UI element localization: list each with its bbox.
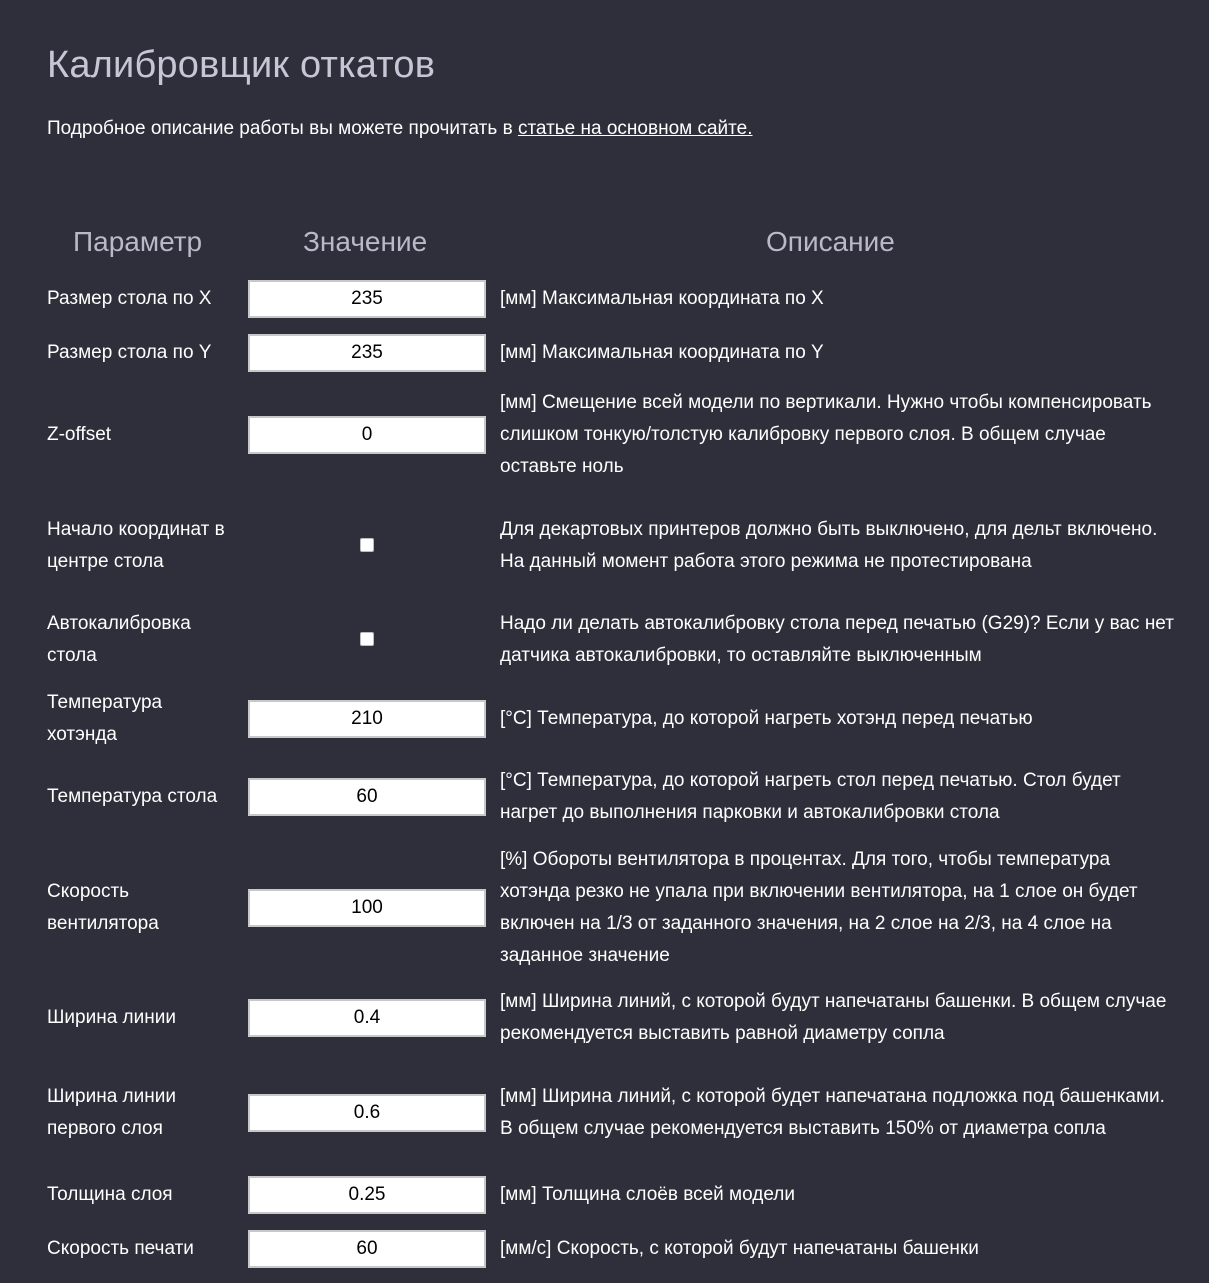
first-layer-width-input[interactable] [248, 1094, 486, 1132]
param-label-z-offset: Z-offset [47, 424, 112, 445]
column-header-parameter: Параметр [73, 226, 203, 257]
param-label-bed-size-y: Размер стола по Y [47, 342, 212, 363]
bed-size-y-input[interactable] [248, 334, 486, 372]
param-label-origin-center: Начало координат в центре стола [47, 519, 225, 572]
bed-size-x-input[interactable] [248, 280, 486, 318]
table-row [0, 765, 1209, 829]
param-desc-bed-size-y: [мм] Максимальная координата по Y [500, 342, 824, 363]
table-row [0, 844, 1209, 972]
layer-height-input[interactable] [248, 1176, 486, 1214]
article-link[interactable]: статье на основном сайте. [517, 118, 753, 139]
param-label-print-speed: Скорость печати [47, 1238, 194, 1259]
param-desc-layer-height: [мм] Толщина слоёв всей модели [500, 1184, 795, 1205]
table-row [0, 687, 1209, 751]
column-header-description: Описание [766, 226, 895, 257]
param-label-first-layer-width: Ширина линии первого слоя [47, 1086, 176, 1139]
param-desc-bed-temp: [°C] Температура, до которой нагреть стол перед печатью. Стол будет нагрет до выполнения парковки и автокалибровки стола [500, 770, 1121, 823]
param-label-autoleveling: Автокалибровка стола [47, 613, 191, 666]
param-label-fan-speed: Скорость вентилятора [47, 881, 159, 934]
page-title: Калибровщик откатов [47, 44, 436, 86]
param-label-bed-temp: Температура стола [47, 786, 218, 807]
table-header [0, 226, 1209, 260]
param-label-hotend-temp: Температура хотэнда [47, 692, 163, 745]
column-header-value: Значение [303, 226, 428, 257]
intro-paragraph [47, 118, 753, 140]
table-row [0, 1176, 1209, 1214]
param-desc-fan-speed: [%] Обороты вентилятора в процентах. Для того, чтобы температура хотэнда резко не упала при включении вентилятора, на 1 слое он будет включен на 1/3 от заданного значения, на 2 слое на 2/3, на 4 слое на заданное значение [500, 849, 1138, 966]
autoleveling-checkbox-frame [360, 632, 374, 646]
param-desc-bed-size-x: [мм] Максимальная координата по X [500, 288, 824, 309]
table-row [0, 1230, 1209, 1268]
table-row [0, 334, 1209, 372]
print-speed-input[interactable] [248, 1230, 486, 1268]
param-desc-z-offset: [мм] Смещение всей модели по вертикали. Нужно чтобы компенсировать слишком тонкую/толстую калибровку первого слоя. В общем случае оставьте ноль [500, 392, 1152, 477]
param-desc-origin-center: Для декартовых принтеров должно быть выключено, для дельт включено. На данный момент работа этого режима не протестирована [500, 519, 1158, 572]
line-width-input[interactable] [248, 999, 486, 1037]
param-desc-print-speed: [мм/с] Скорость, с которой будут напечатаны башенки [500, 1238, 979, 1259]
param-label-line-width: Ширина линии [47, 1007, 176, 1028]
table-row [0, 387, 1209, 483]
intro-text: Подробное описание работы вы можете прочитать в [47, 118, 518, 139]
table-row [0, 280, 1209, 318]
bed-temp-input[interactable] [248, 778, 486, 816]
fan-speed-input[interactable] [248, 889, 486, 927]
table-row [0, 986, 1209, 1050]
param-desc-autoleveling: Надо ли делать автокалибровку стола перед печатью (G29)? Если у вас нет датчика автокалибровки, то оставляйте выключенным [500, 613, 1174, 666]
origin-center-checkbox-frame [360, 538, 374, 552]
param-label-layer-height: Толщина слоя [47, 1184, 173, 1205]
z-offset-input[interactable] [248, 416, 486, 454]
table-row [0, 498, 1209, 594]
param-desc-line-width: [мм] Ширина линий, с которой будут напечатаны башенки. В общем случае рекомендуется выставить равной диаметру сопла [500, 991, 1167, 1044]
param-desc-first-layer-width: [мм] Ширина линий, с которой будет напечатана подложка под башенками. В общем случае рекомендуется выставить 150% от диаметра сопла [500, 1086, 1165, 1139]
table-row [0, 608, 1209, 672]
hotend-temp-input[interactable] [248, 700, 486, 738]
table-row [0, 1065, 1209, 1161]
param-label-bed-size-x: Размер стола по X [47, 288, 212, 309]
param-desc-hotend-temp: [°C] Температура, до которой нагреть хотэнд перед печатью [500, 708, 1033, 729]
